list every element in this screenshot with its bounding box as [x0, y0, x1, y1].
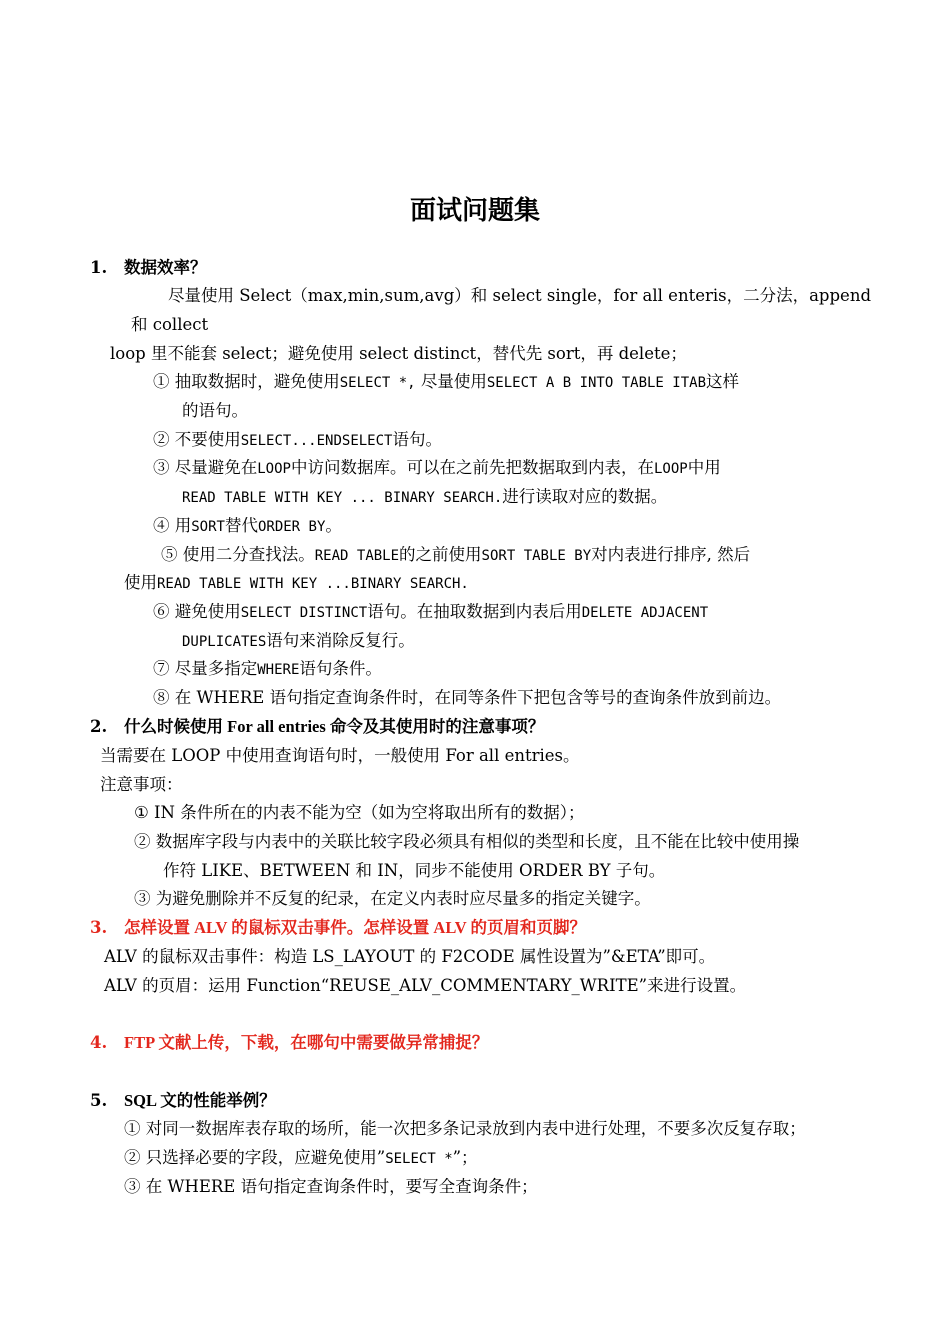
- section-1-item-2: [153, 429, 442, 452]
- section-5-item-2: [124, 1147, 478, 1170]
- item-text: 中用: [687, 458, 721, 477]
- item-text: ② 不要使用: [153, 430, 241, 449]
- section-5-item-3: ③ 在 WHERE 语句指定查询条件时，要写全查询条件；: [124, 1177, 538, 1196]
- item-text: 的之前使用: [399, 545, 482, 564]
- item-code: SELECT *,: [339, 375, 416, 391]
- section-1-item-1: [153, 371, 739, 394]
- item-text: 语句条件。: [299, 659, 382, 678]
- section-1-item-6-cont: [182, 630, 415, 653]
- section-5-number: 5.: [90, 1091, 108, 1110]
- section-1-heading: 数据效率？: [124, 258, 207, 277]
- item-code: READ TABLE WITH KEY ... BINARY SEARCH.: [182, 490, 503, 506]
- item-text: 语句。: [392, 430, 442, 449]
- item-code: READ TABLE: [314, 548, 400, 564]
- item-code: SELECT *: [385, 1151, 453, 1167]
- section-5-heading: SQL 文的性能举例？: [124, 1091, 276, 1110]
- section-1-number: 1.: [90, 258, 108, 277]
- item-code: DUPLICATES: [182, 634, 267, 650]
- section-1-item-4: [153, 515, 342, 538]
- item-text: 对内表进行排序, 然后: [591, 545, 751, 564]
- item-code: WHERE: [257, 662, 300, 678]
- item-text: 中访问数据库。可以在之前先把数据取到内表，在: [290, 458, 654, 477]
- section-1-paragraph-2: loop 里不能套 select；避免使用 select distinct，替代先 sort，再 delete；: [110, 344, 687, 363]
- section-2-item-2b: 作符 LIKE、BETWEEN 和 IN，同步不能使用 ORDER BY 子句。: [163, 861, 666, 880]
- item-text: ④ 用: [153, 516, 192, 535]
- item-text: ⑤ 使用二分查找法。: [161, 545, 315, 564]
- section-4-number: 4.: [90, 1033, 108, 1052]
- item-code: SELECT DISTINCT: [240, 605, 368, 621]
- section-2-heading: 什么时候使用 For all entries 命令及其使用时的注意事项？: [124, 717, 545, 736]
- section-1-item-3: [153, 457, 721, 480]
- item-text: ③ 尽量避免在: [153, 458, 258, 477]
- section-2-paragraph-2: 注意事项：: [100, 775, 183, 794]
- item-text: 进行读取对应的数据。: [502, 487, 668, 506]
- section-3-paragraph-1: ALV 的鼠标双击事件：构造 LS_LAYOUT 的 F2CODE 属性设置为”&ETA”即可。: [104, 947, 716, 966]
- item-text: 替代: [224, 516, 258, 535]
- item-code: SORT TABLE BY: [481, 548, 592, 564]
- section-1-item-6: [153, 601, 708, 624]
- item-text: 。: [325, 516, 342, 535]
- section-4-heading: FTP 文献上传，下载，在哪句中需要做异常捕捉？: [124, 1033, 489, 1052]
- item-code: SELECT A B INTO TABLE ITAB: [486, 375, 707, 391]
- item-code: ORDER BY: [257, 519, 326, 535]
- section-3-heading: 怎样设置 ALV 的鼠标双击事件。怎样设置 ALV 的页眉和页脚？: [124, 918, 587, 937]
- section-1-item-7: [153, 658, 382, 681]
- item-text: ⑦ 尽量多指定: [153, 659, 258, 678]
- section-2-item-3: ③ 为避免删除并不反复的纪录，在定义内表时应尽量多的指定关键字。: [134, 889, 651, 908]
- item-text: ⑥ 避免使用: [153, 602, 241, 621]
- section-1-item-8: ⑧ 在 WHERE 语句指定查询条件时，在同等条件下把包含等号的查询条件放到前边。: [153, 688, 782, 707]
- item-text: 语句来消除反复行。: [266, 631, 415, 650]
- item-code: DELETE ADJACENT: [581, 605, 709, 621]
- item-text: 尽量使用: [420, 372, 487, 391]
- section-2-paragraph-1: 当需要在 LOOP 中使用查询语句时，一般使用 For all entries。: [100, 746, 580, 765]
- section-1-item-5-cont: [124, 572, 469, 595]
- section-1-paragraph-1a: 尽量使用 Select（max,min,sum,avg）和 select single，for all enteris，二分法，append: [168, 286, 872, 305]
- section-3-paragraph-2: ALV 的页眉：运用 Function“REUSE_ALV_COMMENTARY_WRITE”来进行设置。: [104, 976, 747, 995]
- item-text: 语句。在抽取数据到内表后用: [367, 602, 582, 621]
- item-code: SELECT...ENDSELECT: [240, 433, 393, 449]
- item-text: ”；: [452, 1148, 478, 1167]
- page-title: 面试问题集: [409, 196, 540, 226]
- section-2-item-2a: ② 数据库字段与内表中的关联比较字段必须具有相似的类型和长度，且不能在比较中使用操: [134, 832, 800, 851]
- item-code: LOOP: [257, 461, 291, 477]
- section-1-item-3-cont: [182, 486, 667, 509]
- section-3-number: 3.: [90, 918, 108, 937]
- item-code: SORT: [191, 519, 225, 535]
- section-1-item-1-cont: 的语句。: [182, 401, 248, 420]
- item-code: READ TABLE WITH KEY ...BINARY SEARCH.: [157, 576, 469, 592]
- section-5-item-1: ① 对同一数据库表存取的场所，能一次把多条记录放到内表中进行处理，不要多次反复存取；: [124, 1119, 806, 1138]
- section-2-item-1: ① IN 条件所在的内表不能为空（如为空将取出所有的数据）；: [134, 803, 585, 822]
- item-text: ② 只选择必要的字段，应避免使用”: [124, 1148, 386, 1167]
- item-text: ① 抽取数据时，避免使用: [153, 372, 340, 391]
- item-code: LOOP: [653, 461, 688, 477]
- item-text: 这样: [706, 372, 740, 391]
- section-2-number: 2.: [90, 717, 108, 736]
- item-text: 使用: [124, 573, 157, 592]
- section-1-paragraph-1b: 和 collect: [131, 315, 209, 334]
- section-1-item-5: [161, 544, 750, 567]
